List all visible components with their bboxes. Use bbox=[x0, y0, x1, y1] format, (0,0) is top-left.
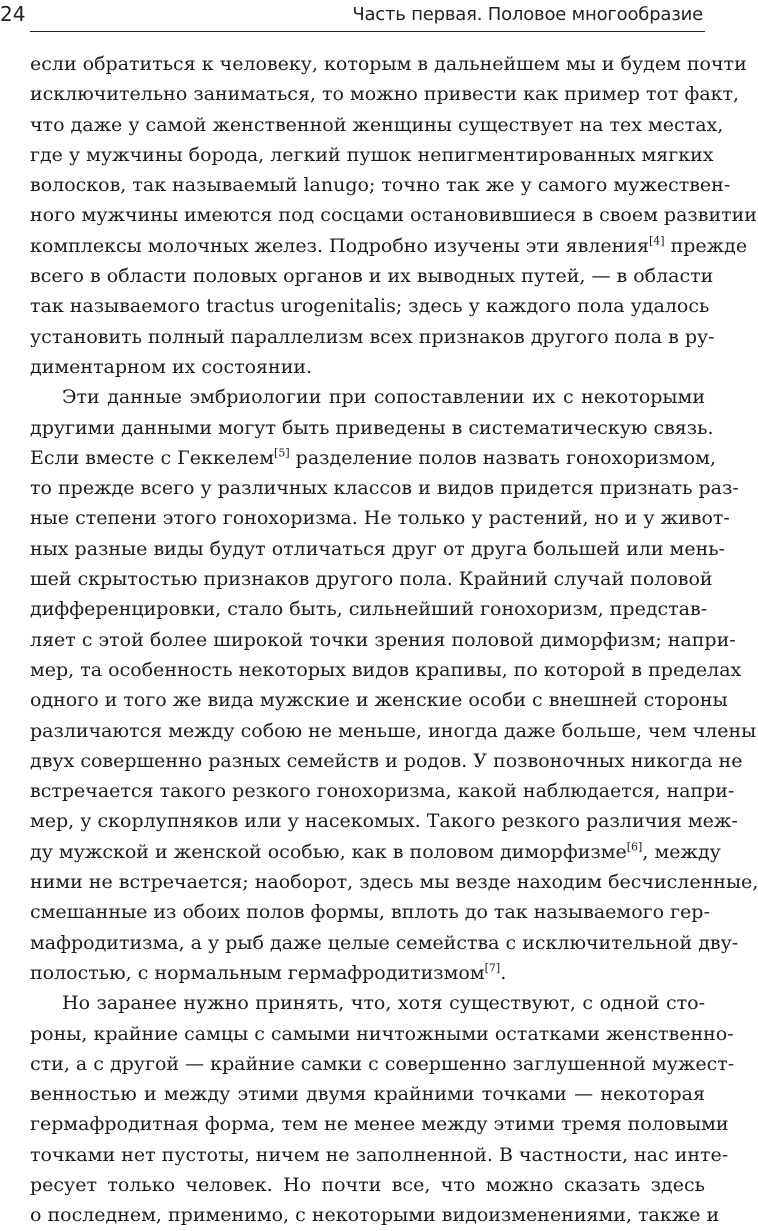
text-line bbox=[30, 231, 748, 261]
text-line: так называемого tractus urogenitalis; здесь у каждого пола удалось bbox=[30, 295, 710, 318]
text-line bbox=[30, 958, 705, 988]
text-line: смешанные из обоих полов формы, вплоть до так называемого гер- bbox=[30, 901, 710, 924]
text-line: о последнем, применимо, с некоторыми видоизменениями, также и bbox=[30, 1204, 720, 1227]
text-line: одного и того же вида мужские и женские особи с внешней стороны bbox=[30, 689, 728, 712]
text-line: точками нет пустоты, ничем не заполненной. В частности, нас инте- bbox=[30, 1143, 729, 1166]
text-segment: прежде bbox=[664, 234, 748, 257]
text-line: всего в области половых органов и их выводных путей, — в области bbox=[30, 265, 714, 288]
paragraph bbox=[30, 382, 758, 988]
text-segment: полостью, с нормальным гермафродитизмом bbox=[30, 961, 485, 984]
text-line: различаются между собою не меньше, иногда даже больше, чем члены bbox=[30, 719, 757, 742]
text-line: ляет с этой более широкой точки зрения половой диморфизм; напри- bbox=[30, 628, 736, 651]
text-line: то прежде всего у различных классов и видов придется признать раз- bbox=[30, 477, 739, 500]
text-line: двух совершенно разных семейств и родов. У позвоночных никогда не bbox=[30, 749, 743, 772]
text-line: гермафродитная форма, тем не менее между этими тремя половыми bbox=[30, 1113, 729, 1136]
header-rule bbox=[30, 31, 705, 32]
text-segment: ду мужской и женской особью, как в половом диморфизме bbox=[30, 840, 627, 863]
text-line: исключительно заниматься, то можно привести как пример тот факт, bbox=[30, 83, 740, 106]
chapter-title: Часть первая. Половое многообразие bbox=[352, 4, 703, 25]
page-number: 24 bbox=[0, 2, 26, 26]
text-line: мафродитизма, а у рыб даже целые семейства с исключительной дву- bbox=[30, 931, 739, 954]
text-line: где у мужчины борода, легкий пушок непигментированных мягких bbox=[30, 143, 714, 166]
text-line: если обратиться к человеку, которым в дальнейшем мы и будем почти bbox=[30, 53, 747, 75]
text-line: диментарном их состоянии. bbox=[30, 355, 313, 378]
text-line: мер, у скорлупняков или у насекомых. Такого резкого различия меж- bbox=[30, 810, 738, 833]
body-text bbox=[30, 49, 758, 1231]
text-line: сти, а с другой — крайние самки с совершенно заглушенной мужест- bbox=[30, 1052, 735, 1075]
text-line: дифференцировки, стало быть, сильнейший гонохоризм, представ- bbox=[30, 598, 708, 621]
text-line bbox=[30, 443, 716, 473]
text-line: ного мужчины имеются под сосцами остановившиеся в своем развитии bbox=[30, 204, 757, 227]
footnote-reference[interactable]: [7] bbox=[484, 961, 501, 975]
text-line: роны, крайние самцы с самыми ничтожными остатками женственно- bbox=[30, 1022, 734, 1045]
text-line: установить полный параллелизм всех признаков другого пола в ру- bbox=[30, 325, 715, 348]
text-line: шей скрытостью признаков другого пола. Крайний случай половой bbox=[30, 568, 713, 591]
text-line: волосков, так называемый lanugo; точно так же у самого мужествен- bbox=[30, 174, 731, 197]
text-line: Но заранее нужно принять, что, хотя существуют, с одной сто- bbox=[62, 992, 705, 1015]
text-segment: . bbox=[500, 961, 507, 984]
text-line: ные степени этого гонохоризма. Не только у растений, но и у живот- bbox=[30, 507, 730, 530]
footnote-reference[interactable]: [6] bbox=[626, 840, 643, 854]
text-line bbox=[30, 837, 721, 867]
text-line: ресует только человек. Но почти все, что можно сказать здесь bbox=[30, 1173, 705, 1196]
text-line: венностью и между этими двумя крайними точками — некоторая bbox=[30, 1083, 705, 1106]
running-header bbox=[0, 0, 705, 34]
text-segment: , между bbox=[642, 840, 721, 863]
text-segment: Если вместе с Геккелем bbox=[30, 446, 275, 469]
paragraph bbox=[30, 49, 757, 382]
text-line: что даже у самой женственной женщины существует на тех местах, bbox=[30, 113, 724, 136]
text-line: другими данными могут быть приведены в систематическую связь. bbox=[30, 416, 714, 439]
paragraph bbox=[30, 988, 735, 1230]
footnote-reference[interactable]: [5] bbox=[274, 446, 290, 460]
text-segment: разделение полов назвать гонохоризмом, bbox=[289, 446, 716, 469]
footnote-reference[interactable]: [4] bbox=[648, 234, 665, 248]
text-line: Эти данные эмбриологии при сопоставлении их с некоторыми bbox=[62, 386, 705, 409]
text-segment: комплексы молочных желез. Подробно изучены эти явления bbox=[30, 234, 649, 257]
text-line: ними не встречается; наоборот, здесь мы везде находим бесчисленные, bbox=[30, 871, 758, 894]
text-line: ных разные виды будут отличаться друг от друга большей или мень- bbox=[30, 537, 726, 560]
text-line: мер, та особенность некоторых видов крапивы, по которой в пределах bbox=[30, 658, 742, 681]
text-line: встречается такого резкого гонохоризма, какой наблюдается, напри- bbox=[30, 780, 735, 803]
